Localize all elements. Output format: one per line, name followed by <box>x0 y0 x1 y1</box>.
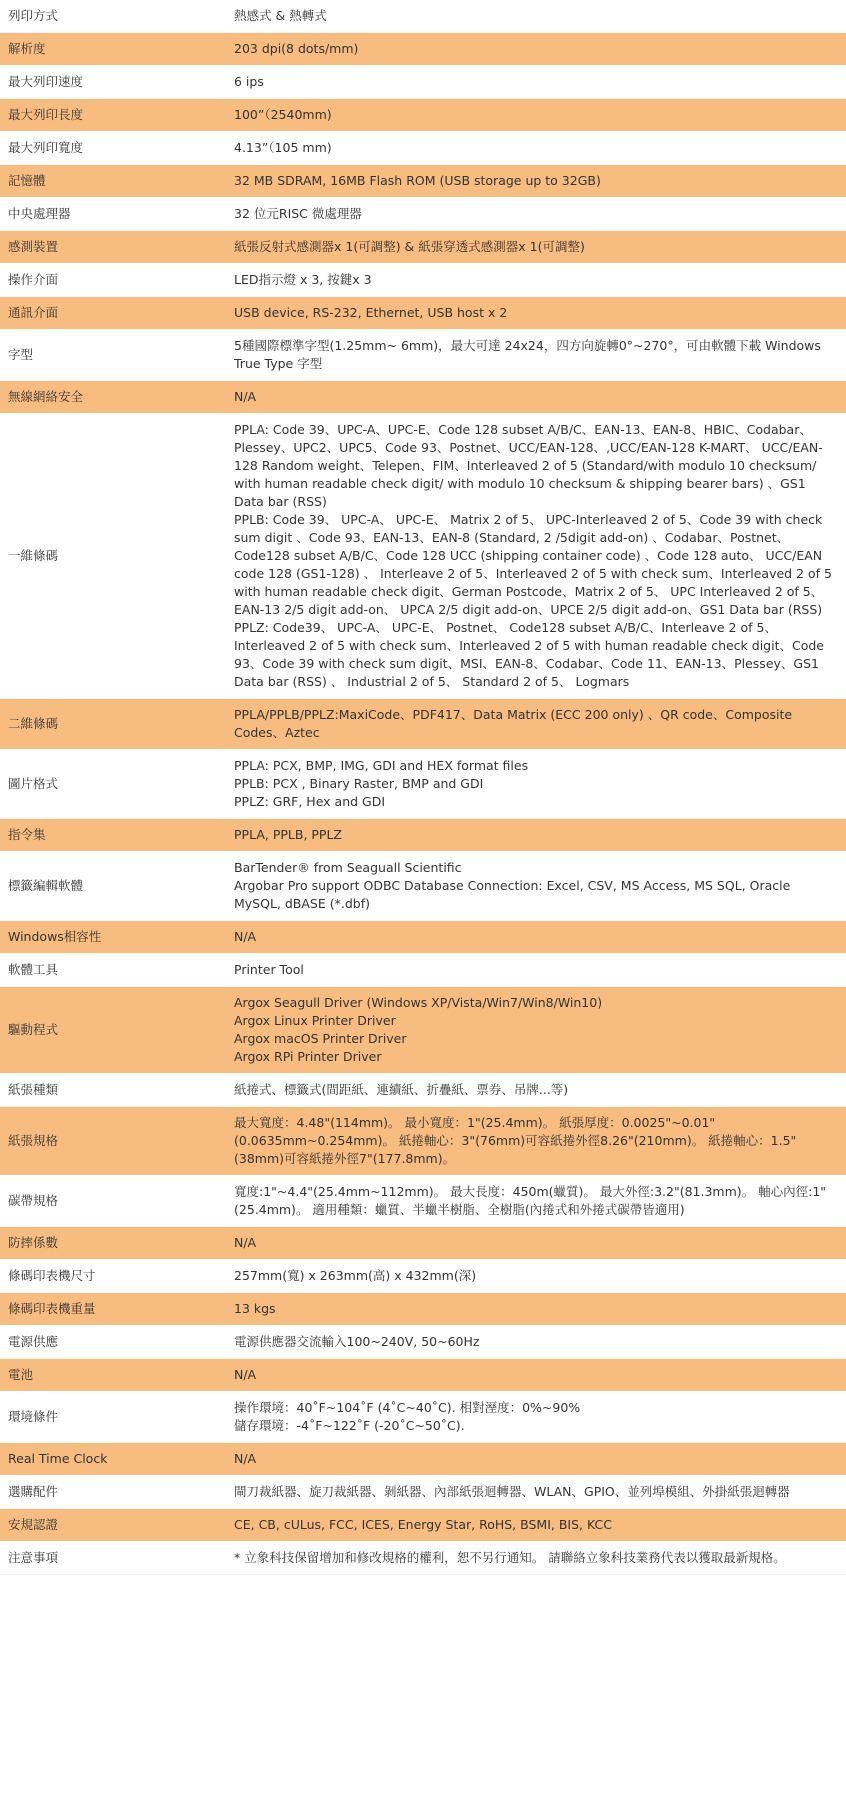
spec-value-line: 32 MB SDRAM, 16MB Flash ROM (USB storage up to 32GB) <box>234 173 601 188</box>
spec-value-line: 寬度:1"~4.4"(25.4mm~112mm)。 最大長度：450m(蠟質)。 最大外徑:3.2"(81.3mm)。 軸心內徑:1"(25.4mm)。 適用種類：蠟質、半蠟半樹脂、全樹脂(內捲式和外捲式碳帶皆適用) <box>234 1184 827 1217</box>
spec-value <box>214 1107 846 1176</box>
spec-label: 驅動程式 <box>0 987 214 1074</box>
spec-value-line: 電源供應器交流輸入100~240V, 50~60Hz <box>234 1334 480 1349</box>
spec-value <box>214 954 846 987</box>
spec-value-line: 4.13”（105 mm) <box>234 140 332 155</box>
spec-label: 環境條件 <box>0 1392 214 1443</box>
spec-value <box>214 819 846 852</box>
spec-row <box>0 1359 846 1392</box>
spec-row <box>0 297 846 330</box>
spec-label: 感測裝置 <box>0 231 214 264</box>
spec-value-line: PPLA, PPLB, PPLZ <box>234 827 342 842</box>
spec-value <box>214 1443 846 1476</box>
spec-row <box>0 0 846 33</box>
spec-value <box>214 1326 846 1359</box>
spec-value-line: 100”（2540mm) <box>234 107 332 122</box>
spec-value <box>214 297 846 330</box>
spec-row <box>0 165 846 198</box>
spec-value <box>214 330 846 381</box>
spec-label: 記憶體 <box>0 165 214 198</box>
spec-value <box>214 264 846 297</box>
spec-row <box>0 1392 846 1443</box>
spec-label: 列印方式 <box>0 0 214 33</box>
spec-label: 注意事項 <box>0 1542 214 1575</box>
spec-row <box>0 852 846 921</box>
spec-value-line: PPLA: PCX, BMP, IMG, GDI and HEX format files <box>234 758 529 773</box>
spec-row <box>0 1074 846 1107</box>
spec-value <box>214 0 846 33</box>
spec-label: 碳帶規格 <box>0 1176 214 1227</box>
spec-label: 防摔係數 <box>0 1227 214 1260</box>
spec-value-line: PPLZ: GRF, Hex and GDI <box>234 794 386 809</box>
spec-value <box>214 1509 846 1542</box>
spec-label: 最大列印寬度 <box>0 132 214 165</box>
spec-label: 最大列印長度 <box>0 99 214 132</box>
spec-label: 選購配件 <box>0 1476 214 1509</box>
spec-value <box>214 1359 846 1392</box>
spec-value-line: 最大寬度：4.48"(114mm)。 最小寬度：1"(25.4mm)。 紙張厚度：0.0025"~0.01"(0.0635mm~0.254mm)。 紙捲軸心：3"(76mm)可容紙捲外徑8.26"(210mm)。 紙捲軸心：1.5"(38mm)可容紙捲外徑7"(177.8mm)。 <box>234 1115 797 1166</box>
spec-row <box>0 750 846 819</box>
spec-value-line: N/A <box>234 1235 257 1250</box>
spec-value <box>214 198 846 231</box>
spec-row <box>0 819 846 852</box>
spec-value-line: PPLB: PCX , Binary Raster, BMP and GDI <box>234 776 484 791</box>
spec-label: 二維條碼 <box>0 699 214 750</box>
spec-value-line: N/A <box>234 389 257 404</box>
spec-value-line: CE, CB, cULus, FCC, ICES, Energy Star, RoHS, BSMI, BIS, KCC <box>234 1517 612 1532</box>
spec-value <box>214 1176 846 1227</box>
spec-value-line: LED指示燈 x 3, 按鍵x 3 <box>234 272 372 287</box>
spec-label: 解析度 <box>0 33 214 66</box>
spec-row <box>0 198 846 231</box>
spec-value-line: 5種國際標準字型(1.25mm~ 6mm)，最大可達 24x24，四方向旋轉0°~270°，可由軟體下載 Windows True Type 字型 <box>234 338 821 371</box>
spec-label: 最大列印速度 <box>0 66 214 99</box>
spec-label: 軟體工具 <box>0 954 214 987</box>
spec-value-line: Argox macOS Printer Driver <box>234 1031 407 1046</box>
spec-value-line: 13 kgs <box>234 1301 276 1316</box>
spec-row <box>0 33 846 66</box>
spec-row <box>0 414 846 699</box>
spec-value <box>214 414 846 699</box>
spec-value <box>214 1074 846 1107</box>
spec-label: 安規認證 <box>0 1509 214 1542</box>
spec-row <box>0 1107 846 1176</box>
spec-value <box>214 852 846 921</box>
spec-row <box>0 1326 846 1359</box>
spec-value-line: 32 位元RISC 微處理器 <box>234 206 362 221</box>
spec-row <box>0 954 846 987</box>
spec-value-line: N/A <box>234 1367 257 1382</box>
spec-value <box>214 132 846 165</box>
spec-value-line: Printer Tool <box>234 962 304 977</box>
spec-row <box>0 330 846 381</box>
spec-value <box>214 1542 846 1575</box>
spec-label: 通訊介面 <box>0 297 214 330</box>
spec-value-line: 6 ips <box>234 74 264 89</box>
spec-row <box>0 132 846 165</box>
spec-row <box>0 381 846 414</box>
spec-value <box>214 1260 846 1293</box>
spec-label: Real Time Clock <box>0 1443 214 1476</box>
spec-value <box>214 165 846 198</box>
spec-value-line: 257mm(寬) x 263mm(高) x 432mm(深) <box>234 1268 477 1283</box>
spec-row <box>0 66 846 99</box>
spec-value <box>214 750 846 819</box>
spec-row <box>0 1227 846 1260</box>
spec-value <box>214 699 846 750</box>
spec-label: 條碼印表機尺寸 <box>0 1260 214 1293</box>
spec-value-line: PPLA: Code 39、UPC-A、UPC-E、Code 128 subset A/B/C、EAN-13、EAN-8、HBIC、Codabar、Plessey、UPC2、UPC5、Code 93、Postnet、UCC/EAN-128、,UCC/EAN-128 K-MART、 UCC/EAN-128 Random weight、Telepen、FIM、Interleaved 2 of 5 (Standard/with modulo 10 checksum/ with human readable check digit/ with modulo 10 checksum & shipping bearer bars) 、GS1 Data bar (RSS) <box>234 422 823 509</box>
spec-label: 電源供應 <box>0 1326 214 1359</box>
spec-value-line: Argobar Pro support ODBC Database Connection: Excel, CSV, MS Access, MS SQL, Oracle MySQL, dBASE (*.dbf) <box>234 878 791 911</box>
spec-value-line: N/A <box>234 1451 257 1466</box>
spec-label: 紙張種類 <box>0 1074 214 1107</box>
spec-value <box>214 1227 846 1260</box>
spec-label: 條碼印表機重量 <box>0 1293 214 1326</box>
spec-row <box>0 1443 846 1476</box>
spec-value <box>214 1293 846 1326</box>
spec-value <box>214 1476 846 1509</box>
spec-value-line: 儲存環境：-4˚F~122˚F (-20˚C~50˚C). <box>234 1418 465 1433</box>
spec-value <box>214 33 846 66</box>
spec-label: Windows相容性 <box>0 921 214 954</box>
spec-label: 中央處理器 <box>0 198 214 231</box>
spec-row <box>0 1293 846 1326</box>
spec-value <box>214 66 846 99</box>
spec-row <box>0 921 846 954</box>
spec-row <box>0 1509 846 1542</box>
spec-value <box>214 921 846 954</box>
spec-value-line: 熱感式 & 熱轉式 <box>234 8 327 23</box>
spec-label: 圖片格式 <box>0 750 214 819</box>
spec-row <box>0 1176 846 1227</box>
spec-value-line: 203 dpi(8 dots/mm) <box>234 41 359 56</box>
spec-row <box>0 699 846 750</box>
spec-value-line: 閘刀裁紙器、旋刀裁紙器、剝紙器、內部紙張迴轉器、WLAN、GPIO、並列埠模組、外掛紙張迴轉器 <box>234 1484 790 1499</box>
spec-row <box>0 99 846 132</box>
spec-label: 一維條碼 <box>0 414 214 699</box>
spec-value <box>214 381 846 414</box>
spec-value-line: Argox Seagull Driver (Windows XP/Vista/Win7/Win8/Win10) <box>234 995 603 1010</box>
spec-row <box>0 1476 846 1509</box>
spec-value-line: Argox RPi Printer Driver <box>234 1049 382 1064</box>
spec-value-line: N/A <box>234 929 257 944</box>
spec-value-line: PPLB: Code 39、 UPC-A、 UPC-E、 Matrix 2 of 5、 UPC-Interleaved 2 of 5、Code 39 with check sum digit 、Code 93、EAN-13、EAN-8 (Standard, 2 /5digit add-on) 、Codabar、Postnet、Code128 subset A/B/C、Code 128 UCC (shipping container code) 、Code 128 auto、 UCC/EAN code 128 (GS1-128) 、 Interleave 2 of 5、Interleaved 2 of 5 with check sum、Interleaved 2 of 5 with human readable check digit、German Postcode、Matrix 2 of 5、 UPC Interleaved 2 of 5、 EAN-13 2/5 digit add-on、 UPCA 2/5 digit add-on、UPCE 2/5 digit add-on、GS1 Data bar (RSS) <box>234 512 832 617</box>
spec-label: 字型 <box>0 330 214 381</box>
spec-value <box>214 987 846 1074</box>
spec-label: 紙張規格 <box>0 1107 214 1176</box>
spec-value <box>214 99 846 132</box>
spec-value-line: 紙捲式、標籤式(間距紙、連續紙、折疊紙、票券、吊牌...等) <box>234 1082 569 1097</box>
spec-value <box>214 231 846 264</box>
spec-value-line: PPLA/PPLB/PPLZ:MaxiCode、PDF417、Data Matrix (ECC 200 only) 、QR code、Composite Codes、Aztec <box>234 707 793 740</box>
spec-row <box>0 231 846 264</box>
spec-label: 無線網絡安全 <box>0 381 214 414</box>
spec-row <box>0 987 846 1074</box>
spec-value-line: 紙張反射式感測器x 1(可調整) & 紙張穿透式感測器x 1(可調整) <box>234 239 585 254</box>
spec-value-line: PPLZ: Code39、 UPC-A、 UPC-E、 Postnet、 Code128 subset A/B/C、Interleave 2 of 5、Interleaved 2 of 5 with check sum、Interleaved 2 of 5 with human readable check digit、Code 93、Code 39 with check sum digit、MSI、EAN-8、Codabar、Code 11、EAN-13、Plessey、GS1 Data bar (RSS) 、 Industrial 2 of 5、 Standard 2 of 5、 Logmars <box>234 620 824 689</box>
spec-row <box>0 1260 846 1293</box>
spec-value-line: Argox Linux Printer Driver <box>234 1013 396 1028</box>
spec-row <box>0 1542 846 1575</box>
spec-value-line: USB device, RS-232, Ethernet, USB host x 2 <box>234 305 508 320</box>
spec-value-line: BarTender® from Seaguall Scientific <box>234 860 462 875</box>
spec-label: 電池 <box>0 1359 214 1392</box>
spec-value-line: * 立象科技保留增加和修改規格的權利，恕不另行通知。 請聯絡立象科技業務代表以獲取最新規格。 <box>234 1550 786 1565</box>
spec-value <box>214 1392 846 1443</box>
spec-value-line: 操作環境：40˚F~104˚F (4˚C~40˚C). 相對溼度：0%~90% <box>234 1400 581 1415</box>
spec-label: 標籤編輯軟體 <box>0 852 214 921</box>
spec-label: 操作介面 <box>0 264 214 297</box>
spec-row <box>0 264 846 297</box>
spec-label: 指令集 <box>0 819 214 852</box>
